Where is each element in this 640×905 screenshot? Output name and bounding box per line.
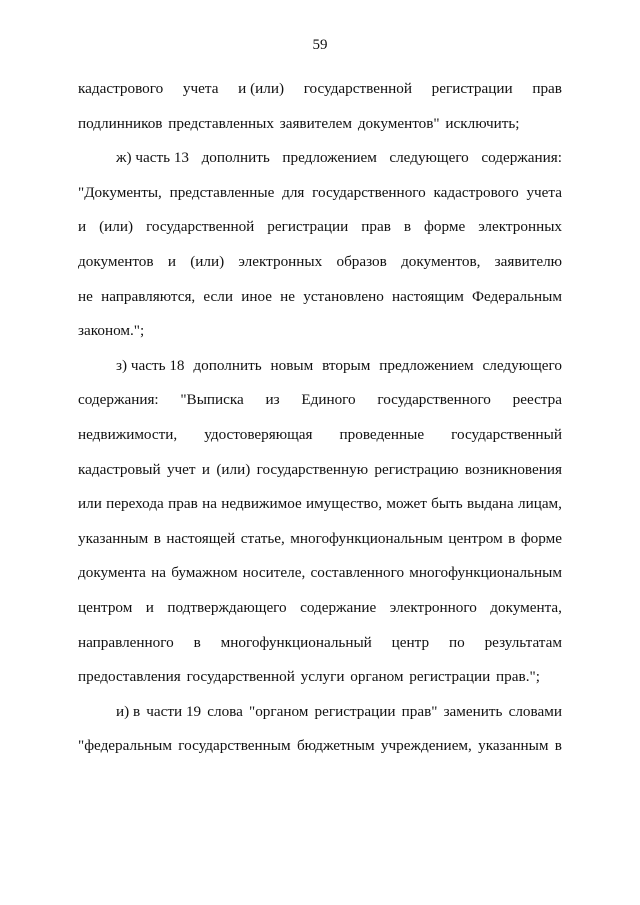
word: вторым <box>322 356 371 374</box>
word: не <box>280 287 296 305</box>
word: результатам <box>484 633 562 651</box>
word: "органом <box>249 702 309 720</box>
word: документов <box>78 252 154 270</box>
word: государственного <box>312 183 426 201</box>
text-line <box>78 314 562 349</box>
text-line <box>78 72 562 107</box>
word: "Выписка <box>180 391 244 409</box>
word: электронных <box>238 252 323 270</box>
text-line <box>78 141 562 176</box>
word: иное <box>241 287 272 305</box>
word: на <box>151 564 167 582</box>
word: Федеральным <box>472 287 562 305</box>
word: не <box>78 287 93 305</box>
word: государственной <box>146 218 255 236</box>
word: содержания: <box>78 391 159 409</box>
word: государственным <box>178 737 291 755</box>
word: образов <box>336 252 387 270</box>
word: из <box>265 391 280 409</box>
word: проведенные <box>339 425 425 443</box>
word: и <box>167 252 176 270</box>
paragraph <box>78 141 562 349</box>
word: кадастрового <box>433 183 519 201</box>
word: следующего <box>482 356 562 374</box>
word: если <box>203 287 233 305</box>
word: документа, <box>490 598 562 616</box>
word: (или) <box>190 252 225 270</box>
word: заменить <box>443 702 503 720</box>
word: направленного <box>78 633 174 651</box>
word: прав <box>168 495 198 513</box>
word: многофункциональным <box>290 529 443 547</box>
text-line <box>78 695 562 730</box>
text-line <box>78 349 562 384</box>
text-line <box>78 245 562 280</box>
word: государственной <box>303 80 412 97</box>
text-line <box>78 591 562 626</box>
text-line <box>78 107 562 142</box>
word: представленные <box>169 183 275 201</box>
word: Единого <box>301 391 356 409</box>
word: бумажном <box>171 564 238 582</box>
word: дополнить <box>201 149 270 167</box>
text-line <box>78 626 562 661</box>
text-line <box>78 418 562 453</box>
word: удостоверяющая <box>204 425 313 443</box>
word: носителе, <box>242 564 306 582</box>
word: недвижимое <box>221 495 302 513</box>
paragraph <box>78 349 562 695</box>
word: учета <box>182 80 219 97</box>
word: центром <box>78 598 133 616</box>
word: документов, <box>401 252 481 270</box>
word: содержания: <box>481 149 562 167</box>
text-line <box>78 210 562 245</box>
word: и (или) <box>238 80 285 97</box>
word: в <box>193 633 201 651</box>
word: учреждением, <box>380 737 472 755</box>
word: форме <box>520 529 562 547</box>
word: центром <box>448 529 503 547</box>
word: недвижимости, <box>78 425 178 443</box>
word: з) часть 18 <box>116 356 185 374</box>
word: прав <box>361 218 391 236</box>
word: электронного <box>389 598 477 616</box>
word: регистрации <box>267 218 349 236</box>
word: многофункциональным <box>409 564 562 582</box>
paragraph <box>78 695 562 764</box>
word: документа <box>78 564 146 582</box>
word: направляются, <box>101 287 196 305</box>
word: "федеральным <box>78 737 172 755</box>
word: слова <box>207 702 243 720</box>
word: или <box>78 495 102 513</box>
word: и <box>78 218 87 236</box>
word: ж) часть 13 <box>116 149 190 167</box>
page-number: 59 <box>312 37 328 53</box>
word: словами <box>508 702 562 720</box>
word: предложением <box>282 149 377 167</box>
word: законом."; <box>78 322 145 340</box>
word: в <box>554 737 562 755</box>
text-line <box>78 383 562 418</box>
word: дополнить <box>193 356 262 374</box>
text-line <box>78 280 562 315</box>
text-line <box>78 453 562 488</box>
text-line <box>78 660 562 695</box>
word: следующего <box>389 149 469 167</box>
word: регистрации <box>431 80 513 97</box>
word: прав <box>532 80 562 97</box>
word: имущество, <box>306 495 383 513</box>
word: подлинников представленных заявителем документов" исключить; <box>78 114 520 132</box>
paragraph <box>78 72 562 141</box>
word: по <box>448 633 465 651</box>
word: указанным <box>78 529 149 547</box>
word: кадастровый <box>78 460 161 478</box>
word: указанным <box>478 737 549 755</box>
word: в <box>153 529 161 547</box>
word: прав" <box>401 702 438 720</box>
word: "Документы, <box>78 183 162 201</box>
word: предложением <box>379 356 474 374</box>
word: выдана <box>466 495 514 513</box>
word: новым <box>270 356 314 374</box>
word: государственного <box>377 391 491 409</box>
word: составленного <box>310 564 405 582</box>
word: в <box>508 529 516 547</box>
word: многофункциональный <box>220 633 372 651</box>
word: статье, <box>240 529 285 547</box>
word: электронных <box>478 218 562 236</box>
word: лицам, <box>517 495 562 513</box>
word: и) в <box>116 702 141 720</box>
word: настоящей <box>166 529 236 547</box>
word: государственный <box>451 425 562 443</box>
word: заявителю <box>494 252 562 270</box>
word: быть <box>431 495 463 513</box>
word: в <box>403 218 412 236</box>
word: форме <box>424 218 466 236</box>
word: части 19 <box>146 702 202 720</box>
word: и <box>201 460 211 478</box>
text-line <box>78 729 562 764</box>
word: настоящим <box>392 287 464 305</box>
word: учета <box>526 183 562 201</box>
word: на <box>202 495 217 513</box>
word: может <box>386 495 427 513</box>
word: для <box>282 183 305 201</box>
word: (или) <box>99 218 134 236</box>
word: учет <box>166 460 196 478</box>
word: подтверждающего <box>167 598 287 616</box>
word: регистрацию <box>374 460 459 478</box>
word: государственную <box>256 460 369 478</box>
word: установлено <box>303 287 384 305</box>
word: предоставления государственной услуги органом регистрации прав."; <box>78 668 540 686</box>
word: бюджетным <box>296 737 375 755</box>
word: регистрации <box>314 702 396 720</box>
word: перехода <box>106 495 164 513</box>
text-line <box>78 522 562 557</box>
text-line <box>78 556 562 591</box>
word: реестра <box>512 391 562 409</box>
word: и <box>145 598 154 616</box>
word: содержание <box>300 598 377 616</box>
word: кадастрового <box>78 80 164 97</box>
word: (или) <box>216 460 251 478</box>
text-line <box>78 176 562 211</box>
word: центр <box>391 633 430 651</box>
text-line <box>78 487 562 522</box>
word: возникновения <box>464 460 562 478</box>
document-body <box>78 72 562 764</box>
